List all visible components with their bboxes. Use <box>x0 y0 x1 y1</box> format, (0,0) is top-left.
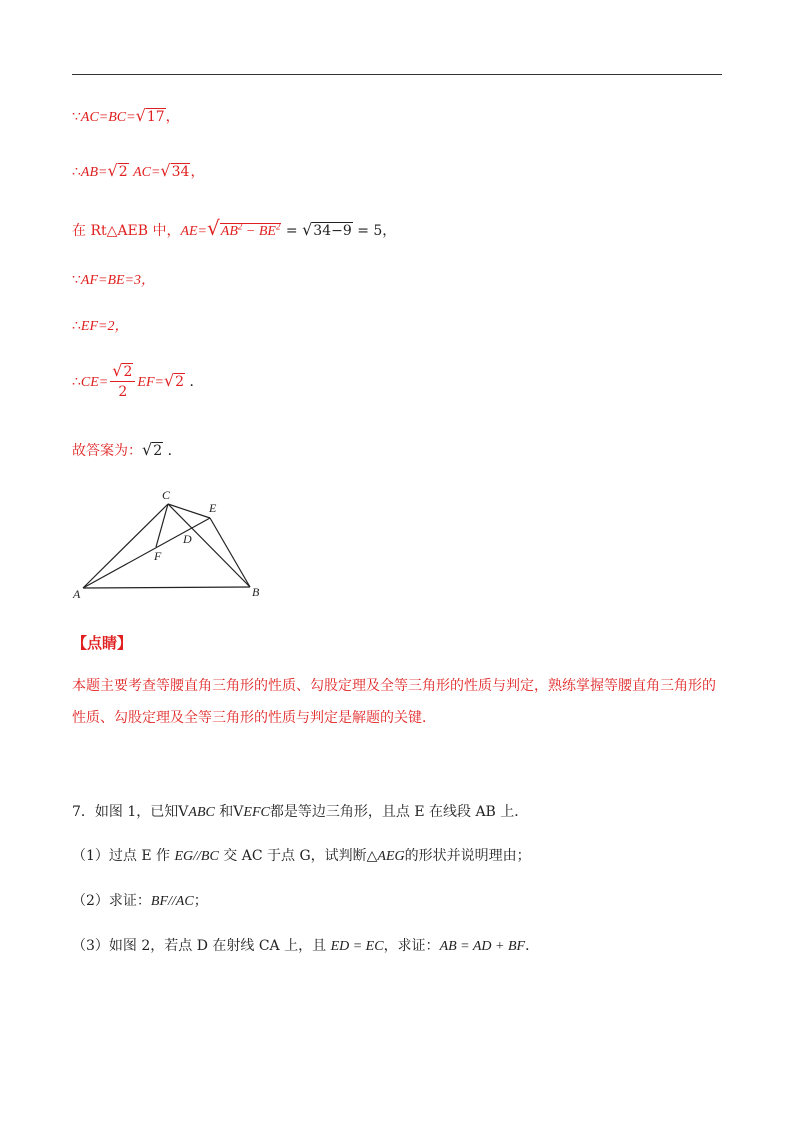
sqrt-2: √2 <box>142 440 163 459</box>
stem-text: 都是等边三角形，且点 E 在线段 AB 上． <box>269 804 529 820</box>
segment-ac <box>83 504 168 588</box>
solution-line-1 <box>72 106 180 126</box>
triangle-symbol: V <box>178 804 189 820</box>
question-text: ，求证： <box>383 938 440 954</box>
equation-text: EF= <box>137 375 164 390</box>
because-symbol: ∵ <box>72 109 81 125</box>
equation-text: CE= <box>80 375 109 390</box>
equation-text: AF=BE=3， <box>80 273 156 288</box>
exponent: 2 <box>275 221 281 232</box>
header-rule <box>72 74 722 75</box>
because-symbol: ∵ <box>72 272 81 288</box>
numerator-radicand: 2 <box>123 364 133 380</box>
term-ab: AB <box>220 224 238 239</box>
math-expr: AB = AD + BF <box>439 939 526 954</box>
math-expr: BF//AC <box>150 894 194 909</box>
segment-ae <box>83 518 210 588</box>
stem-text: 和 <box>214 804 234 820</box>
problem-7-part-1 <box>72 845 531 865</box>
question-text: ． <box>525 938 540 954</box>
problem-7-part-2 <box>72 890 208 910</box>
solution-line-5 <box>72 315 128 335</box>
solution-line-4 <box>72 269 155 289</box>
question-text: （1）过点 E 作 <box>72 848 175 864</box>
triangle-name: AEG <box>377 849 405 864</box>
equation-text: AB= <box>80 165 108 180</box>
radicand: 2 <box>175 374 185 390</box>
punctuation: ， <box>165 109 180 125</box>
therefore-symbol: ∴ <box>72 164 81 180</box>
therefore-symbol: ∴ <box>72 374 81 390</box>
question-text: 交 AC 于点 G，试判断 <box>218 848 367 864</box>
punctuation: ． <box>189 374 204 390</box>
triangle-name: EFC <box>243 805 270 820</box>
minus-sign: − <box>245 224 256 239</box>
label-f: F <box>154 549 162 563</box>
geometry-figure <box>70 484 270 604</box>
segment-ab <box>83 587 250 588</box>
dianjing-heading: 【点睛】 <box>72 634 133 652</box>
question-text: 的形状并说明理由； <box>404 848 531 864</box>
label-a: A <box>73 587 81 601</box>
sqrt-34: √34 <box>160 161 190 180</box>
stem-text: 7．如图 1，已知 <box>72 804 179 820</box>
punctuation: ． <box>167 443 182 459</box>
label-c: C <box>162 488 171 502</box>
problem-7-stem <box>72 801 528 821</box>
denominator: 2 <box>118 384 128 400</box>
sqrt-2: √2 <box>107 161 128 180</box>
fraction-sqrt2-over-2: $\frac{√2}{2}$ <box>110 362 135 402</box>
solution-line-3 <box>72 216 396 240</box>
sqrt-17: √17 <box>135 106 165 125</box>
label-b: B <box>252 585 260 599</box>
math-expr: ED = EC <box>330 939 384 954</box>
label-e: E <box>209 501 217 515</box>
equation-text: AE= <box>180 224 208 239</box>
exponent: 2 <box>237 221 243 232</box>
label-d: D <box>183 532 192 546</box>
radicand: 2 <box>118 164 128 180</box>
radicand: 34 <box>171 164 190 180</box>
problem-7-part-3 <box>72 935 539 955</box>
term-be: BE <box>258 224 276 239</box>
solution-answer <box>72 440 182 460</box>
sqrt-pythagorean: $√AB^2 - BE^2$ <box>207 216 281 240</box>
question-text: （3）如图 2，若点 D 在射线 CA 上，且 <box>72 938 331 954</box>
radicand: 17 <box>146 109 165 125</box>
answer-label: 故答案为： <box>72 443 142 459</box>
question-text: ； <box>193 893 208 909</box>
sqrt-2: √2 <box>163 371 185 390</box>
punctuation: ， <box>190 164 205 180</box>
solution-line-6 <box>72 362 204 402</box>
equals-sign: = <box>285 223 298 239</box>
equation-text: AC= <box>133 165 161 180</box>
dianjing-text: 本题主要考查等腰直角三角形的性质、勾股定理及全等三角形的性质与判定，熟练掌握等腰直角三角形的性质、勾股定理及全等三角形的性质与判定是解题的关键． <box>72 678 716 726</box>
sqrt-34-minus-9: √34−9 <box>302 220 352 239</box>
segment-cb <box>168 504 250 587</box>
equation-text: EF=2， <box>80 319 129 334</box>
equation-text: AC=BC= <box>80 110 136 125</box>
triangle-symbol: V <box>233 804 244 820</box>
radicand: 2 <box>153 443 163 459</box>
result-text: = 5， <box>357 223 397 239</box>
context-text: 在 Rt△AEB 中， <box>72 223 181 239</box>
triangle-name: ABC <box>188 805 215 820</box>
math-expr: EG//BC <box>174 849 219 864</box>
therefore-symbol: ∴ <box>72 318 81 334</box>
radicand: 34−9 <box>313 223 352 239</box>
triangle-symbol: △ <box>366 848 378 864</box>
solution-line-2 <box>72 161 204 181</box>
question-text: （2）求证： <box>72 893 151 909</box>
